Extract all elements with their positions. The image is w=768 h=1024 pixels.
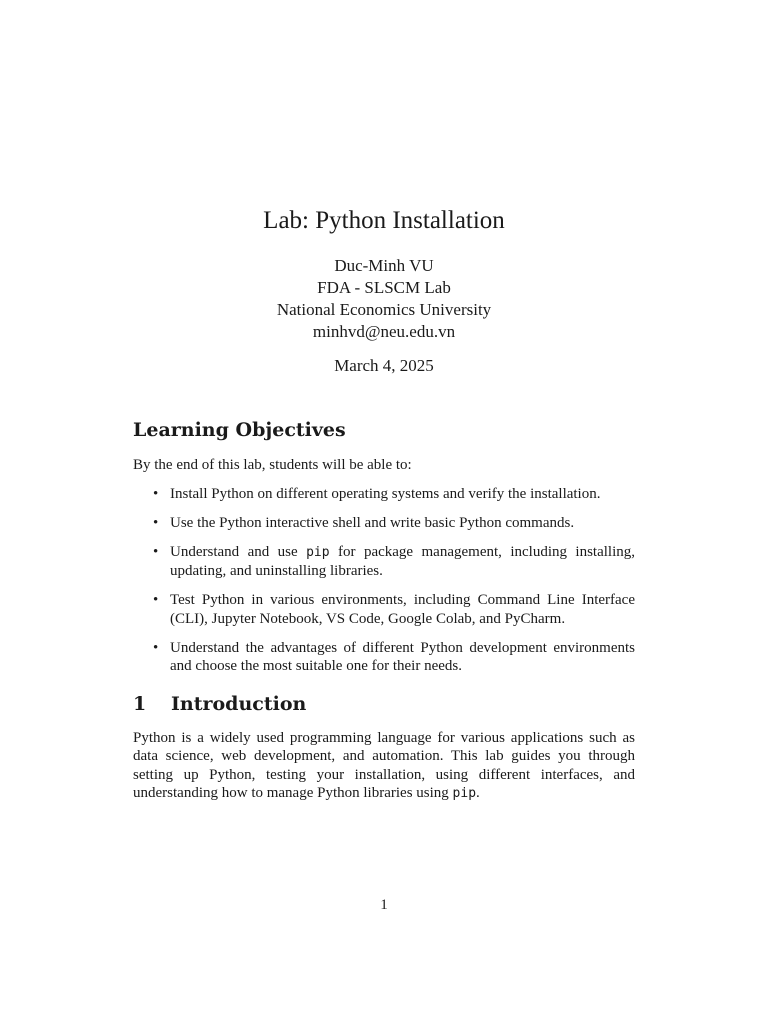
- bullet-icon: •: [153, 592, 159, 608]
- inline-code: pip: [306, 544, 330, 560]
- document-body: [133, 416, 635, 804]
- author-block: [0, 255, 768, 343]
- list-item-text-after: for package management, including installing, updating, and uninstalling libraries.: [170, 543, 635, 579]
- introduction-heading: [133, 690, 635, 718]
- inline-code: pip: [452, 786, 477, 801]
- page-number: 1: [380, 897, 388, 913]
- list-item-text: Understand the advantages of different Python development environments and choose the most suitable one for their needs.: [170, 639, 635, 674]
- bullet-icon: •: [153, 543, 159, 560]
- author-lab: FDA - SLSCM Lab: [317, 278, 451, 297]
- author-university: National Economics University: [276, 300, 492, 319]
- author-name: Duc-Minh VU: [334, 256, 434, 275]
- bullet-icon: •: [153, 485, 159, 502]
- list-item-text: Use the Python interactive shell and write basic Python commands.: [170, 514, 575, 531]
- introduction-text-after: .: [476, 785, 480, 801]
- list-item: [133, 591, 635, 628]
- learning-objectives-heading: Learning Objectives: [133, 419, 346, 441]
- learning-objectives-list: [133, 485, 635, 676]
- list-item: [133, 514, 635, 533]
- learning-objectives-intro: By the end of this lab, students will be able to:: [133, 457, 412, 473]
- author-email: minhvd@neu.edu.vn: [312, 322, 456, 341]
- introduction-paragraph: [133, 729, 635, 804]
- document-title: Lab: Python Installation: [263, 207, 505, 234]
- introduction-text-before: Python is a widely used programming language for various applications such as data science, web development, and automation. This lab guides you through setting up Python, testing your installation, using different interfaces, and understanding how to manage Python libraries using: [133, 729, 635, 801]
- list-item: [133, 543, 635, 581]
- list-item-text: Install Python on different operating systems and verify the installation.: [170, 485, 601, 502]
- section-number: 1: [133, 692, 147, 715]
- list-item: [133, 639, 635, 676]
- document-date: March 4, 2025: [334, 356, 434, 375]
- bullet-icon: •: [153, 514, 159, 531]
- section-title: Introduction: [171, 692, 307, 715]
- bullet-icon: •: [153, 639, 159, 656]
- list-item-text: Test Python in various environments, including Command Line Interface (CLI), Jupyter Notebook, VS Code, Google Colab, and PyCharm.: [170, 592, 635, 627]
- list-item-text-before: Understand and use: [170, 543, 307, 560]
- list-item: [133, 485, 635, 504]
